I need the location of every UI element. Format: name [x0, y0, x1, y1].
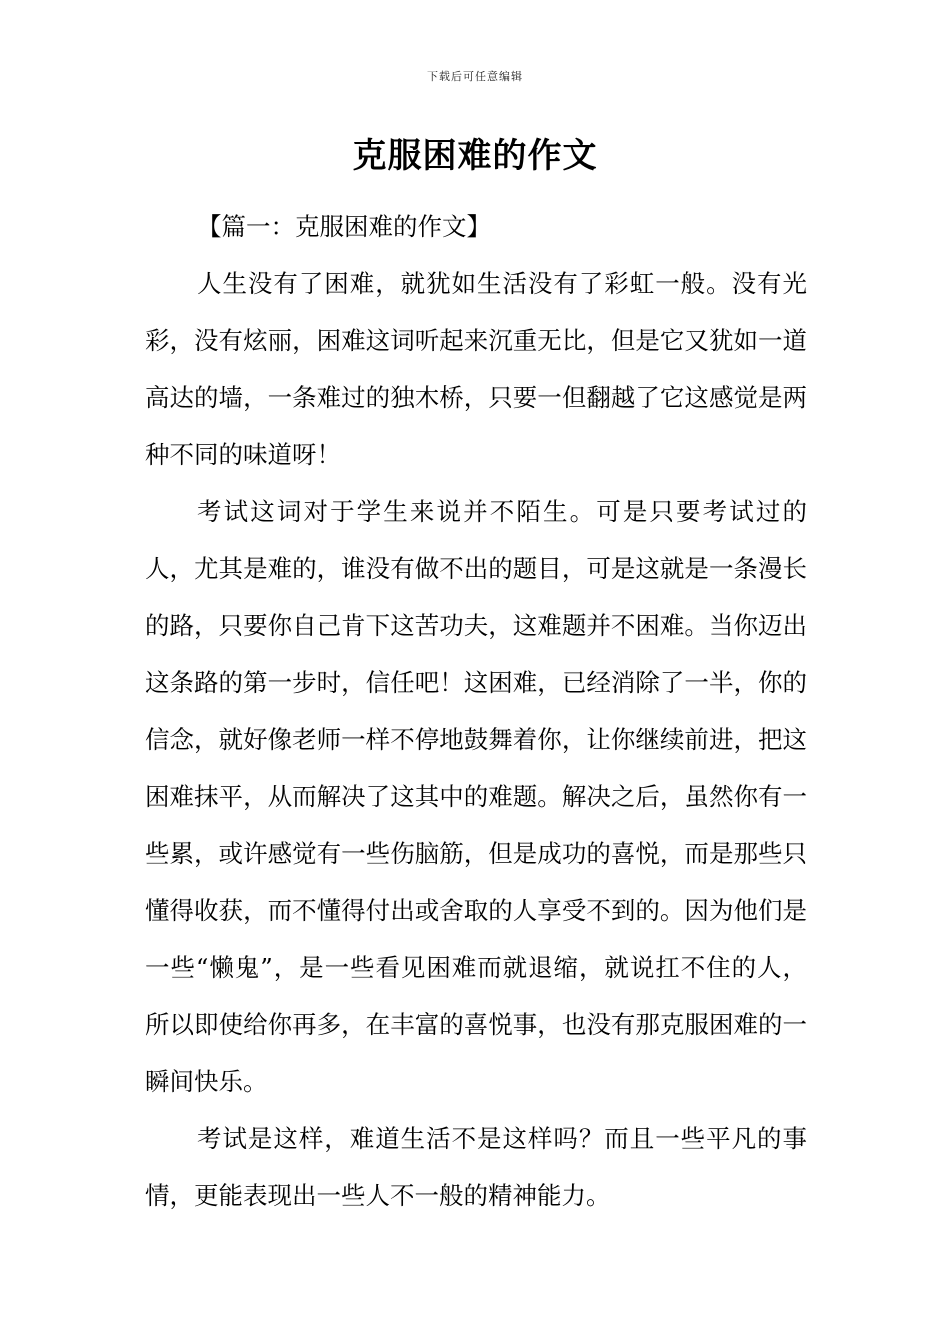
document-body: [145, 198, 807, 1224]
document-title: 克服困难的作文: [352, 136, 598, 176]
paragraph-1: 人生没有了困难，就犹如生活没有了彩虹一般。没有光彩，没有炫丽，困难这词听起来沉重无比，但是它又犹如一道高达的墙，一条难过的独木桥，只要一但翻越了它这感觉是两种不同的味道呀！: [145, 269, 807, 469]
paragraph-3: 考试是这样，难道生活不是这样吗？而且一些平凡的事情，更能表现出一些人不一般的精神能力。: [145, 1124, 807, 1210]
section-heading: 【篇一：克服困难的作文】: [197, 212, 491, 241]
page-header-note: 下载后可任意编辑: [427, 70, 523, 83]
paragraph-2: 考试这词对于学生来说并不陌生。可是只要考试过的人，尤其是难的，谁没有做不出的题目，可是这就是一条漫长的路，只要你自己肯下这苦功夫，这难题并不困难。当你迈出这条路的第一步时，信任吧！这困难，已经消除了一半，你的信念，就好像老师一样不停地鼓舞着你，让你继续前进，把这困难抹平，从而解决了这其中的难题。解决之后，虽然你有一些累，或许感觉有一些伤脑筋，但是成功的喜悦，而是那些只懂得收获，而不懂得付出或舍取的人享受不到的。因为他们是一些“懒鬼”，是一些看见困难而就退缩，就说扛不住的人，所以即使给你再多，在丰富的喜悦事，也没有那克服困难的一瞬间快乐。: [145, 497, 807, 1096]
